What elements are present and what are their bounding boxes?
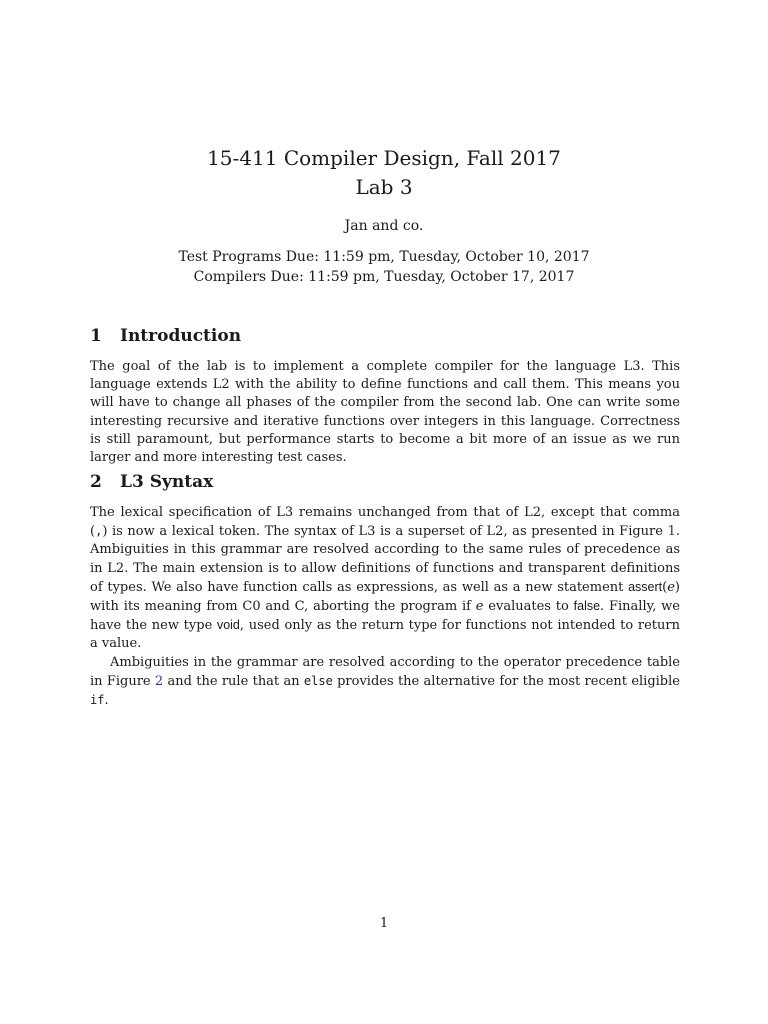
text-run: ) [674,579,680,595]
section-1-body [90,358,680,467]
document-title [0,144,768,202]
figure-2-link[interactable]: 2 [154,673,164,689]
math-e: e [475,599,484,615]
syntax-paragraph-1 [90,504,680,654]
text-run: Ambiguities in the grammar are resolved according to the operator precedence table in Figure [90,654,680,689]
title-line-2: Lab 3 [355,175,413,199]
section-title: Introduction [120,326,242,346]
section-2-body [90,504,680,710]
text-run: ) is now a lexical token. The syntax of L3 is a superset of L2, as presented in Figure [102,524,668,540]
code-comma: , [95,524,103,539]
page-number: 1 [379,916,389,931]
code-if: if [90,693,105,708]
text-run: evaluates to [483,599,574,615]
text-run: ( [662,579,668,595]
intro-paragraph: The goal of the lab is to implement a complete compiler for the language L3. This language extends L2 with the ability to define functions and call them. This means you will have to change all phases of the compiler from the second lab. One can write some interesting recursive and iterative functions over integers in this language. Correctness is still paramount, but performance starts to become a bit more of an issue as we run larger and more interesting test cases. [90,359,680,466]
keyword-void: void [216,618,240,633]
text-run: and the rule that an [163,673,304,689]
syntax-paragraph-2 [90,654,680,711]
section-number: 1 [90,326,102,346]
title-line-1: 15-411 Compiler Design, Fall 2017 [207,146,561,170]
keyword-false: false [573,599,601,614]
text-run: with its meaning from C0 and C, aborting the program if [90,599,476,615]
figure-1-link[interactable]: 1 [667,524,676,540]
test-programs-due: Test Programs Due: 11:59 pm, Tuesday, October 10, 2017 [178,249,590,265]
author: Jan and co. [344,218,424,234]
text-run: , used only as the return type for functions not intended to return a value. [90,618,680,652]
section-number: 2 [90,472,102,492]
math-e: e [667,579,675,595]
text-run: provides the alternative for the most recent eligible [332,673,680,689]
section-1-heading [90,324,680,348]
code-else: else [303,673,333,688]
due-dates [0,247,768,287]
section-title: L3 Syntax [120,472,214,492]
keyword-assert: assert [628,579,663,594]
section-2-heading [90,470,680,494]
text-run: . Finally, we have the new type [90,599,680,634]
compilers-due: Compilers Due: 11:59 pm, Tuesday, October 17, 2017 [193,269,575,285]
text-run: . [104,693,109,709]
text-run: . Ambiguities in this grammar are resolved according to the same rules of precedence as in L2. The main extension is to allow definitions of functions and transparent definitions of types. We also have function calls as expressions, as well as a new statement [90,524,680,595]
text-run: The lexical specification of L3 remains unchanged from that of L2, except that comma ( [90,505,680,540]
